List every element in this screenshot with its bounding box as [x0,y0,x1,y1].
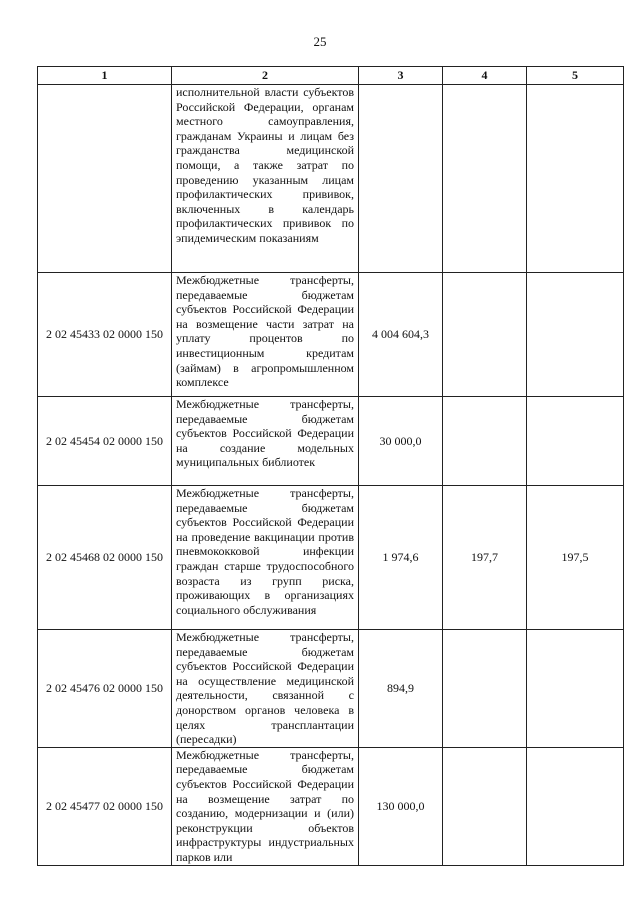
amount-col5: 197,5 [527,486,624,630]
budget-code: 2 02 45476 02 0000 150 [38,630,172,748]
amount-col5 [527,397,624,486]
amount-col5 [527,747,624,865]
amount-col4 [443,630,527,748]
row-description: Межбюджетные трансферты, передаваемые бюджетам субъектов Российской Федерации на осуществление медицинской деятельности, связанной с донорством органов человека в целях трансплантации (пересадки) [172,630,359,748]
amount-col4: 197,7 [443,486,527,630]
column-header-2: 2 [172,67,359,85]
amount-col4 [443,397,527,486]
budget-code: 2 02 45433 02 0000 150 [38,273,172,397]
row-description: Межбюджетные трансферты, передаваемые бюджетам субъектов Российской Федерации на проведение вакцинации против пневмококковой инфекции граждан старше трудоспособного возраста из групп риска, проживающих в организациях социального обслуживания [172,486,359,630]
table-row [38,397,624,486]
row-description: Межбюджетные трансферты, передаваемые бюджетам субъектов Российской Федерации на создание модельных муниципальных библиотек [172,397,359,486]
amount-col3: 1 974,6 [359,486,443,630]
table-row [38,630,624,748]
column-header-5: 5 [527,67,624,85]
budget-code: 2 02 45468 02 0000 150 [38,486,172,630]
budget-table [37,66,624,866]
row-description: Межбюджетные трансферты, передаваемые бюджетам субъектов Российской Федерации на возмещение части затрат на уплату процентов по инвестиционным кредитам (займам) в агропромышленном комплексе [172,273,359,397]
row-description: исполнительной власти субъектов Российской Федерации, органам местного самоуправления, гражданам Украины и лицам без гражданства медицинской помощи, а также затрат по проведению указанным лицам профилактических прививок, включенных в календарь профилактических прививок по эпидемическим показаниям [172,85,359,273]
amount-col5 [527,273,624,397]
amount-col4 [443,85,527,273]
amount-col3: 894,9 [359,630,443,748]
amount-col4 [443,747,527,865]
column-header-4: 4 [443,67,527,85]
amount-col3: 30 000,0 [359,397,443,486]
amount-col4 [443,273,527,397]
column-header-3: 3 [359,67,443,85]
amount-col3: 4 004 604,3 [359,273,443,397]
table-row [38,273,624,397]
column-header-1: 1 [38,67,172,85]
amount-col5 [527,85,624,273]
amount-col3 [359,85,443,273]
page-number: 25 [313,34,327,49]
budget-code: 2 02 45454 02 0000 150 [38,397,172,486]
table-header-row [38,67,624,85]
row-description: Межбюджетные трансферты, передаваемые бюджетам субъектов Российской Федерации на возмещение затрат по созданию, модернизации и (или) реконструкции объектов инфраструктуры индустриальных парков или [172,747,359,865]
amount-col5 [527,630,624,748]
table-row [38,747,624,865]
budget-code [38,85,172,273]
budget-code: 2 02 45477 02 0000 150 [38,747,172,865]
table-row [38,85,624,273]
amount-col3: 130 000,0 [359,747,443,865]
table-row [38,486,624,630]
